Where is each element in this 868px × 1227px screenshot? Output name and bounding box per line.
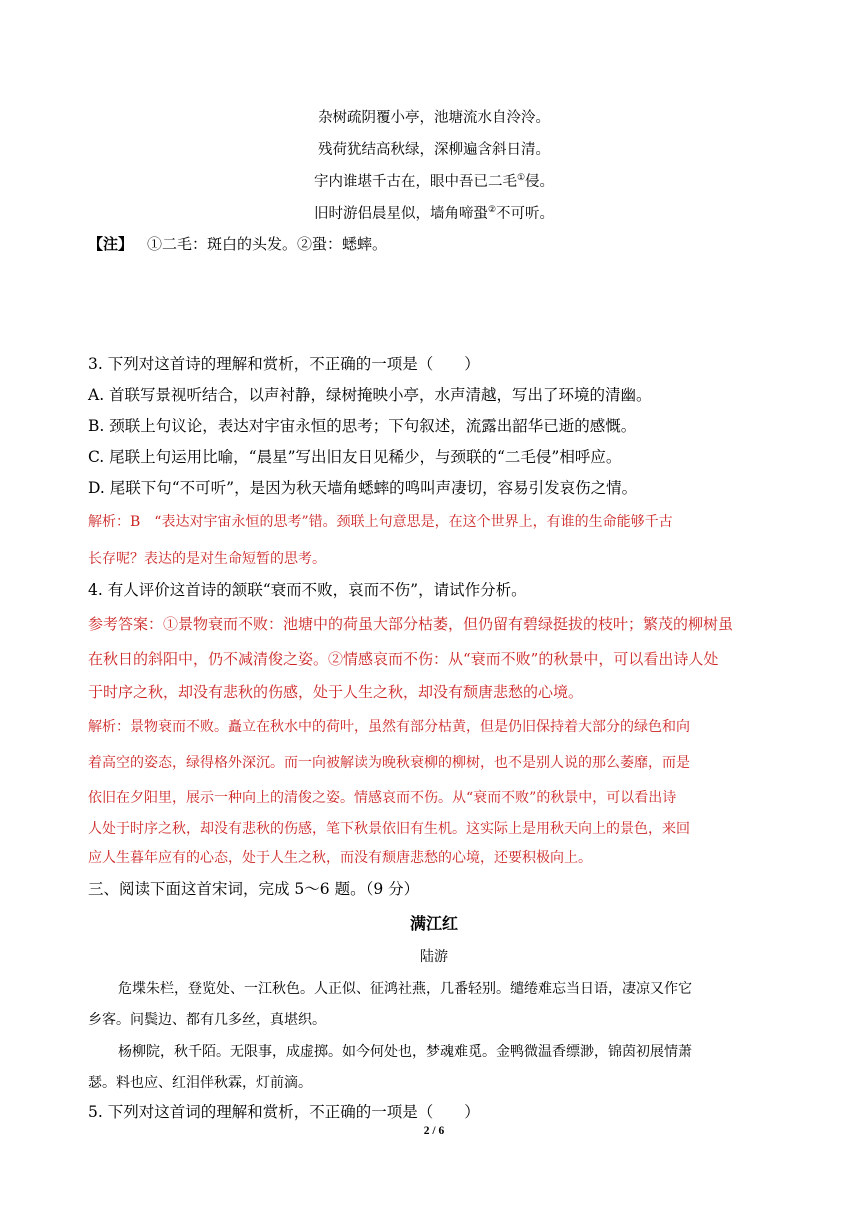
poem-line-4-end: 不可听。 <box>496 206 555 222</box>
ci-stanza-2-line-2: 瑟。料也应、红泪伴秋霖，灯前滴。 <box>88 1075 312 1091</box>
question-3-stem: 3. 下列对这首诗的理解和赏析，不正确的一项是（ ） <box>88 355 480 373</box>
question-4-analysis-line-1: 解析：景物衰而不败。矗立在秋水中的荷叶，虽然有部分枯黄，但是仍旧保持着大部分的绿色和向 <box>88 719 690 735</box>
question-3-option-d: D. 尾联下句“不可听”，是因为秋天墙角蟋蟀的鸣叫声凄切，容易引发哀伤之情。 <box>88 479 638 497</box>
poem-line-4-text: 旧时游侣晨星似，墙角啼蛩 <box>313 206 488 222</box>
section-3-heading: 三、阅读下面这首宋词，完成 5～6 题。（9 分） <box>88 880 420 898</box>
poem-note <box>88 233 387 254</box>
question-3-analysis-line-1: 解析：B “表达对宇宙永恒的思考”错。颈联上句意思是，在这个世界上，有谁的生命能够千古 <box>88 514 673 530</box>
question-4-analysis-line-4: 人处于时序之秋，却没有悲秋的伤感，笔下秋景依旧有生机。这实际上是用秋天向上的景色，来回 <box>88 821 690 837</box>
question-3-option-c: C. 尾联上句运用比喻，“晨星”写出旧友日见稀少，与颈联的“二毛侵”相呼应。 <box>88 448 622 466</box>
poem-line-4 <box>0 202 868 223</box>
question-4-answer-line-2: 在秋日的斜阳中，仍不减清俊之姿。②情感哀而不伤：从“衰而不败”的秋景中，可以看出诗人处 <box>88 650 719 668</box>
question-4-answer-line-3: 于时序之秋，却没有悲秋的伤感，处于人生之秋，却没有颓唐悲愁的心境。 <box>88 683 584 701</box>
ci-author: 陆游 <box>420 949 448 965</box>
question-5-stem: 5. 下列对这首词的理解和赏析，不正确的一项是（ ） <box>88 1103 480 1121</box>
ci-stanza-1-line-1: 危堞朱栏，登览处、一江秋色。人正似、征鸿社燕，几番轻别。缱绻难忘当日语，凄凉又作它 <box>118 981 692 997</box>
question-3-analysis-line-2: 长存呢？表达的是对生命短暂的思考。 <box>88 551 326 567</box>
note-label: 【注】 <box>88 235 134 253</box>
footnote-marker-2: ② <box>487 205 497 216</box>
footnote-marker-1: ① <box>516 173 526 184</box>
ci-stanza-2-line-1: 杨柳院，秋千陌。无限事，成虚掷。如今何处也，梦魂难觅。金鸭微温香缥渺，锦茵初展情萧 <box>118 1044 692 1060</box>
question-4-analysis-line-2: 着高空的姿态，绿得格外深沉。而一向被解读为晚秋衰柳的柳树，也不是别人说的那么萎靡，而是 <box>88 755 690 771</box>
poem-line-3 <box>0 170 868 191</box>
poem-line-2: 残荷犹结高秋绿，深柳遍含斜日清。 <box>318 142 550 158</box>
note-text: ①二毛：斑白的头发。②蛩：蟋蟀。 <box>147 235 388 253</box>
poem-line-3-text: 宇内谁堪千古在，眼中吾已二毛 <box>313 174 517 190</box>
page-number: 2 / 6 <box>423 1125 445 1137</box>
question-3-option-a: A. 首联写景视听结合，以声衬静，绿树掩映小亭，水声清越，写出了环境的清幽。 <box>88 386 652 404</box>
question-3-option-b: B. 颈联上句议论，表达对宇宙永恒的思考；下句叙述，流露出韶华已逝的感慨。 <box>88 417 637 435</box>
question-4-analysis-line-3: 依旧在夕阳里，展示一种向上的清俊之姿。情感哀而不伤。从“衰而不败”的秋景中，可以看出诗 <box>88 790 677 806</box>
poem-line-1: 杂树疏阴覆小亭，池塘流水自泠泠。 <box>318 110 550 126</box>
ci-title: 满江红 <box>409 914 458 933</box>
poem-line-3-end: 侵。 <box>525 174 555 190</box>
question-4-stem: 4. 有人评价这首诗的颔联“衰而不败，哀而不伤”，请试作分析。 <box>88 581 527 599</box>
question-4-analysis-line-5: 应人生暮年应有的心态，处于人生之秋，而没有颓唐悲愁的心境，还要积极向上。 <box>88 850 592 866</box>
question-4-answer-line-1: 参考答案：①景物衰而不败：池塘中的荷虽大部分枯萎，但仍留有碧绿挺拔的枝叶；繁茂的柳树虽 <box>88 615 734 633</box>
ci-stanza-1-line-2: 乡客。问鬓边、都有几多丝，真堪织。 <box>88 1012 326 1028</box>
